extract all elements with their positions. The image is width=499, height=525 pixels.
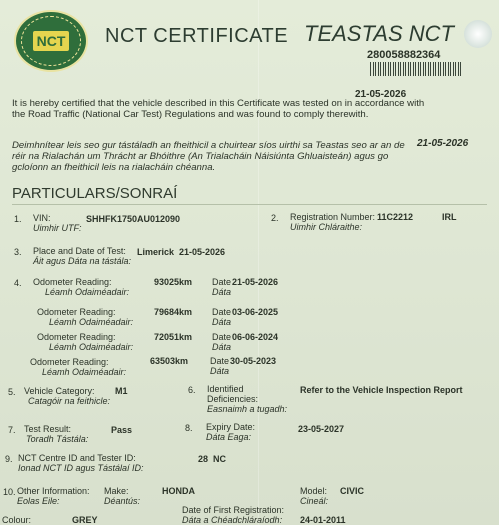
model-label-ga: Cineál: [300, 496, 329, 506]
certification-text-irish: Deimhnítear leis seo gur tástáladh an fheithicil a chuirtear síos uirthi sa Teastas seo ar an de réir na Rialachán um Thrácht ar Bhóithre (An Trialacháin Náisiúnta Ghluaisteán) agus go gcloíonn an fheithicil leis na rialacháin chéanna. [12, 140, 405, 173]
certificate-header [0, 0, 499, 72]
odometer-label [30, 357, 126, 377]
odometer-date: 30-05-2023 [230, 356, 277, 366]
first-registration-label [182, 505, 284, 525]
odometer-label-en: Odometer Reading: [33, 277, 112, 287]
date-label: Date [212, 277, 232, 287]
test-result-value: Pass [111, 425, 133, 435]
place-date-label-ga: Áit agus Dáta na tástála: [33, 256, 132, 266]
place-date-value: Limerick 21-05-2026 [137, 247, 226, 257]
particulars-heading: PARTICULARS/SONRAÍ [12, 185, 178, 202]
vin-value: SHHFK1750AU012090 [86, 214, 181, 224]
row-number: 2. [271, 213, 279, 223]
deficiencies-label-ga: Easnaimh a tugadh: [207, 404, 288, 414]
logo-text: NCT [33, 31, 69, 51]
vin-label [33, 213, 82, 233]
odometer-date-label [210, 356, 229, 376]
centre-tester-value: 28 NC [198, 454, 227, 464]
row-number: 3. [14, 247, 22, 257]
odometer-label [33, 277, 129, 297]
certificate-title: NCT CERTIFICATE [105, 25, 289, 47]
nct-logo [14, 10, 88, 72]
odometer-km: 79684km [154, 307, 193, 317]
place-date-label [33, 246, 131, 266]
registration-label-ga: Uimhir Chláraithe: [290, 222, 363, 232]
hologram-icon [464, 20, 492, 48]
odometer-km: 93025km [154, 277, 193, 287]
registration-label-en: Registration Number: [290, 212, 376, 222]
model-label [300, 486, 328, 506]
odometer-km: 63503km [150, 356, 189, 366]
colour-label: Colour: [2, 515, 32, 525]
test-date-english: 21-05-2026 [355, 89, 407, 100]
odometer-label-en: Odometer Reading: [30, 357, 109, 367]
make-value: HONDA [162, 486, 195, 496]
make-label-en: Make: [104, 486, 129, 496]
make-label-ga: Déantús: [104, 496, 141, 506]
test-result-label [24, 424, 88, 444]
vin-label-ga: Uimhir UTF: [33, 223, 82, 233]
date-label: Date [212, 332, 232, 342]
deficiencies-value: Refer to the Vehicle Inspection Report [300, 385, 463, 395]
barcode-icon [370, 62, 462, 76]
place-date-label-en: Place and Date of Test: [33, 246, 126, 256]
registration-label [290, 212, 375, 232]
vin-label-en: VIN: [33, 213, 51, 223]
first-registration-label-ga: Dáta a Chéadchláraíodh: [182, 515, 283, 525]
odometer-date-label [212, 307, 231, 327]
vehicle-category-value: M1 [115, 386, 128, 396]
divider [12, 204, 487, 205]
expiry-date-label [206, 422, 255, 442]
row-number: 9. [5, 454, 13, 464]
odometer-date-label [212, 277, 231, 297]
date-label-ga: Dáta [212, 287, 232, 297]
odometer-label [37, 307, 133, 327]
date-label: Date [212, 307, 232, 317]
test-result-label-en: Test Result: [24, 424, 72, 434]
odometer-date: 21-05-2026 [232, 277, 279, 287]
make-label [104, 486, 140, 506]
deficiencies-label [207, 384, 287, 414]
odometer-km: 72051km [154, 332, 193, 342]
registration-value: 11C2212 [377, 212, 414, 222]
other-info-label-en: Other Information: [17, 486, 90, 496]
odometer-label-ga: Léamh Odaiméadair: [49, 317, 134, 327]
paper-crease [258, 0, 259, 525]
model-label-en: Model: [300, 486, 328, 496]
test-result-label-ga: Toradh Tástála: [26, 434, 89, 444]
centre-tester-label-ga: Ionad NCT ID agus Tástálaí ID: [18, 463, 144, 473]
odometer-date: 03-06-2025 [232, 307, 279, 317]
row-number: 7. [8, 425, 16, 435]
expiry-date-value: 23-05-2027 [298, 424, 345, 434]
odometer-label-en: Odometer Reading: [37, 332, 116, 342]
first-registration-value: 24-01-2011 [300, 515, 346, 525]
certificate-title-irish: TEASTAS NCT [304, 21, 454, 46]
date-label-ga: Dáta [212, 342, 232, 352]
vehicle-category-label-en: Vehicle Category: [24, 386, 95, 396]
date-label-ga: Dáta [210, 366, 230, 376]
other-info-label [17, 486, 90, 506]
expiry-date-label-ga: Dáta Eaga: [206, 432, 252, 442]
certificate-number: 280058882364 [367, 49, 441, 61]
date-label: Date [210, 356, 230, 366]
vehicle-category-label-ga: Catagóir na feithicle: [28, 396, 111, 406]
registration-country: IRL [442, 212, 457, 222]
test-date-irish: 21-05-2026 [417, 138, 469, 149]
vehicle-category-label [24, 386, 110, 406]
certification-text-english: It is hereby certified that the vehicle described in this Certificate was tested on in accordance with the Road Traffic (National Car Test) Regulations and was found to comply therewith. [12, 98, 425, 120]
odometer-label [37, 332, 133, 352]
model-value: CIVIC [340, 486, 365, 496]
colour-value: GREY [72, 515, 98, 525]
centre-tester-label [18, 453, 144, 473]
deficiencies-label-1: Identified [207, 384, 244, 394]
first-registration-label-en: Date of First Registration: [182, 505, 285, 515]
odometer-label-en: Odometer Reading: [37, 307, 116, 317]
odometer-label-ga: Léamh Odaiméadair: [45, 287, 130, 297]
other-info-label-ga: Eolas Eile: [17, 496, 60, 506]
row-number: 5. [8, 387, 16, 397]
row-number: 8. [185, 423, 193, 433]
row-number: 10. [3, 487, 16, 497]
date-label-ga: Dáta [212, 317, 232, 327]
deficiencies-label-2: Deficiencies: [207, 394, 259, 404]
row-number: 6. [188, 385, 196, 395]
odometer-label-ga: Léamh Odaiméadair: [49, 342, 134, 352]
expiry-date-label-en: Expiry Date: [206, 422, 256, 432]
odometer-label-ga: Léamh Odaiméadair: [42, 367, 127, 377]
odometer-date: 06-06-2024 [232, 332, 279, 342]
row-number: 4. [14, 278, 22, 288]
row-number: 1. [14, 214, 22, 224]
centre-tester-label-en: NCT Centre ID and Tester ID: [18, 453, 136, 463]
odometer-date-label [212, 332, 231, 352]
